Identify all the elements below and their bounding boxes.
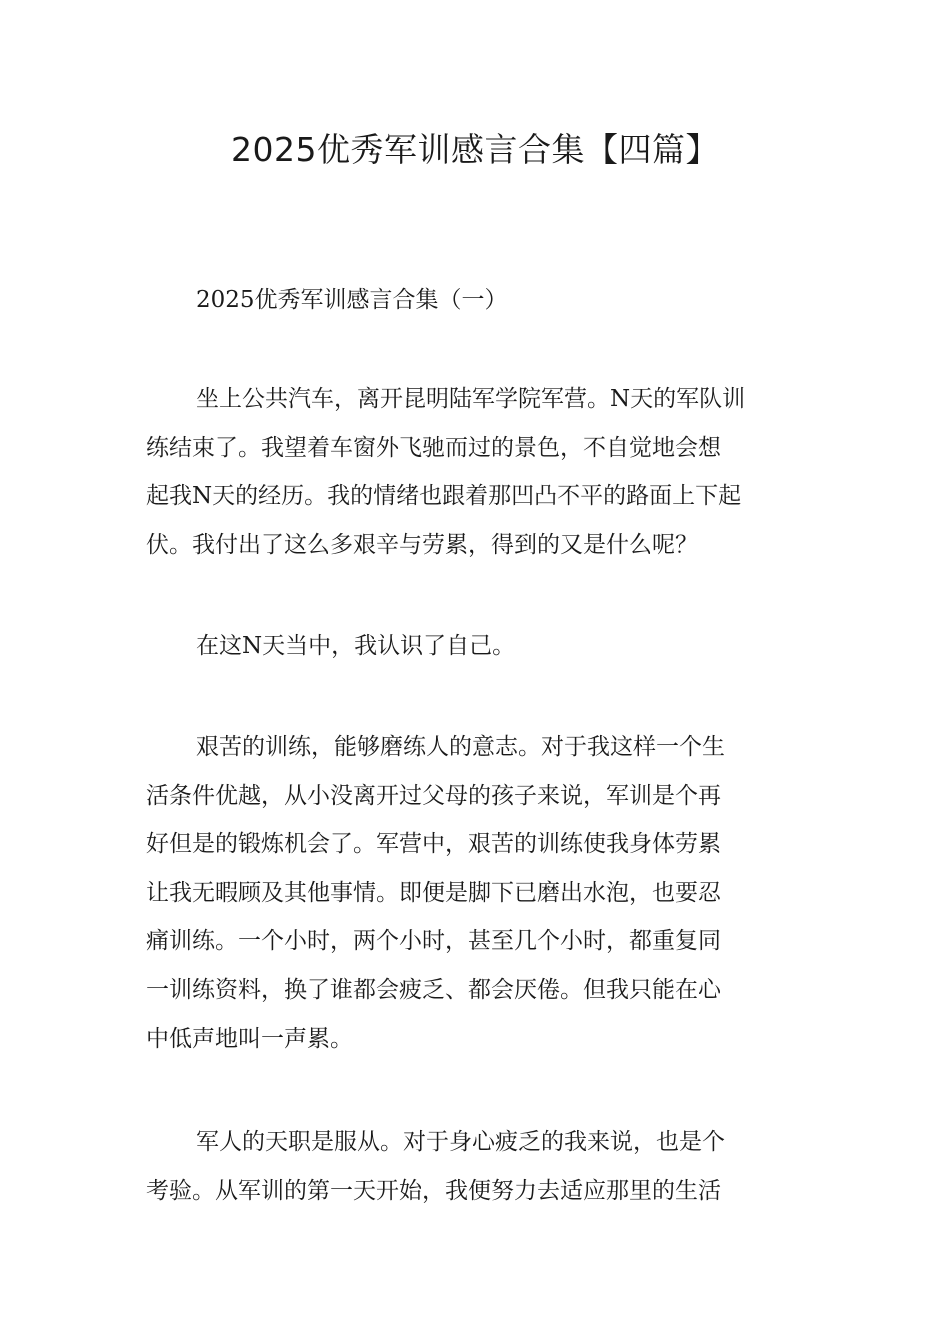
section-heading: 2025优秀军训感言合集（一）	[196, 287, 508, 313]
paragraph-2	[146, 622, 816, 671]
paragraph-1	[146, 375, 816, 569]
paragraph-line: 在这N天当中，我认识了自己。	[196, 633, 516, 659]
paragraph-4	[146, 1118, 816, 1215]
paragraph-line: 活条件优越，从小没离开过父母的孩子来说，军训是个再	[146, 782, 721, 809]
document-title: 2025优秀军训感言合集【四篇】	[231, 130, 719, 169]
paragraph-line: 艰苦的训练，能够磨练人的意志。对于我这样一个生	[196, 734, 725, 760]
paragraph-line: 练结束了。我望着车窗外飞驰而过的景色，不自觉地会想	[146, 434, 721, 461]
paragraph-line: 考验。从军训的第一天开始，我便努力去适应那里的生活	[146, 1177, 721, 1204]
paragraph-line: 坐上公共汽车，离开昆明陆军学院军营。N天的军队训	[196, 386, 746, 412]
paragraph-line: 军人的天职是服从。对于身心疲乏的我来说，也是个	[196, 1129, 725, 1155]
paragraph-line: 一训练资料，换了谁都会疲乏、都会厌倦。但我只能在心	[146, 976, 721, 1003]
paragraph-line: 中低声地叫一声累。	[146, 1025, 353, 1052]
paragraph-line: 伏。我付出了这么多艰辛与劳累，得到的又是什么呢？	[146, 531, 698, 558]
paragraph-line: 起我N天的经历。我的情绪也跟着那凹凸不平的路面上下起	[146, 483, 742, 510]
paragraph-line: 好但是的锻炼机会了。军营中，艰苦的训练使我身体劳累	[146, 831, 721, 858]
paragraph-line: 让我无暇顾及其他事情。即便是脚下已磨出水泡，也要忍	[146, 879, 721, 906]
paragraph-3	[146, 723, 816, 1063]
paragraph-line: 痛训练。一个小时，两个小时，甚至几个小时，都重复同	[146, 928, 721, 955]
